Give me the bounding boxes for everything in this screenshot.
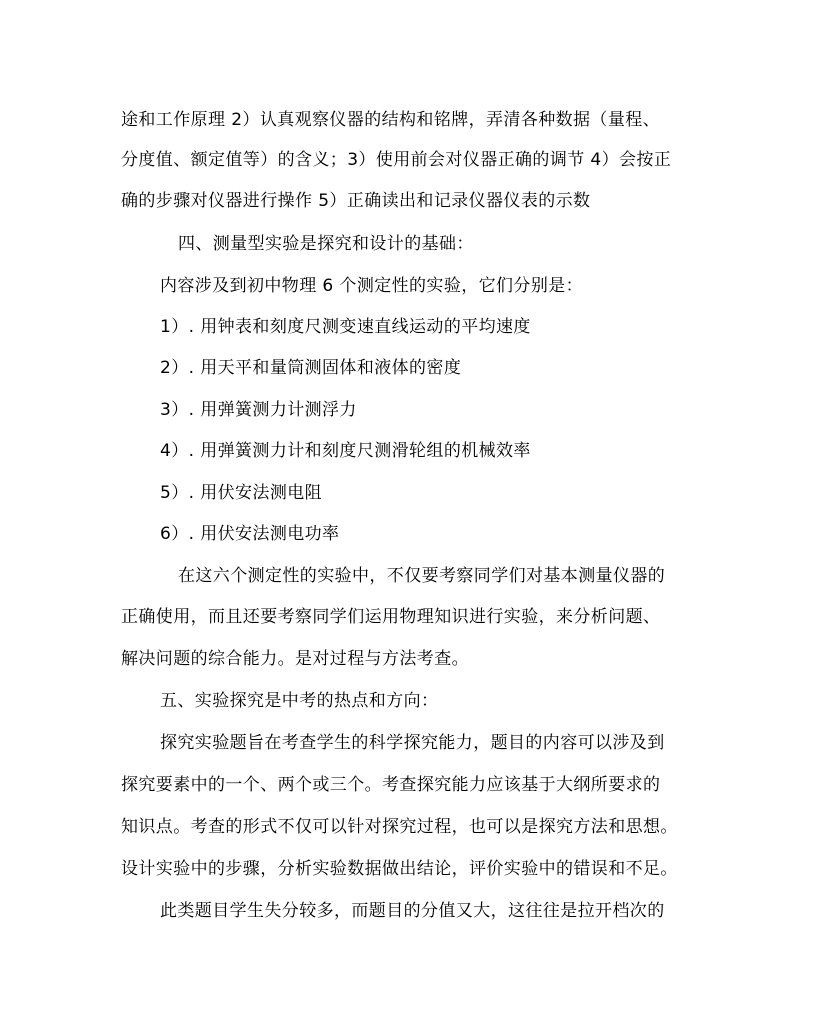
list-item: 2）. 用天平和量筒测固体和液体的密度 [160,358,462,378]
text-line: 在这六个测定性的实验中，不仅要考察同学们对基本测量仪器的 [178,566,666,586]
section-heading: 四、测量型实验是探究和设计的基础： [178,234,474,254]
list-item: 5）. 用伏安法测电阻 [160,483,323,503]
text-line: 设计实验中的步骤，分析实验数据做出结论，评价实验中的错误和不足。 [121,859,678,879]
text-line: 此类题目学生失分较多，而题目的分值又大，这往往是拉开档次的 [160,901,665,921]
list-item: 6）. 用伏安法测电功率 [160,524,340,544]
text-line: 探究实验题旨在考查学生的科学探究能力，题目的内容可以涉及到 [160,733,665,753]
section-heading: 五、实验探究是中考的热点和方向： [160,691,439,711]
text-line: 解决问题的综合能力。是对过程与方法考查。 [121,649,469,669]
text-line: 确的步骤对仪器进行操作 5）正确读出和记录仪器仪表的示数 [121,191,591,211]
text-line: 探究要素中的一个、两个或三个。考查探究能力应该基于大纲所要求的 [121,775,661,795]
list-item: 4）. 用弹簧测力计和刻度尺测滑轮组的机械效率 [160,441,531,461]
text-line: 内容涉及到初中物理 6 个测定性的实验，它们分别是： [160,276,584,296]
list-item: 3）. 用弹簧测力计测浮力 [160,400,357,420]
text-line: 途和工作原理 2）认真观察仪器的结构和铭牌，弄清各种数据（量程、 [121,110,661,130]
text-line: 正确使用，而且还要考察同学们运用物理知识进行实验，来分析问题、 [121,607,661,627]
text-line: 知识点。考查的形式不仅可以针对探究过程，也可以是探究方法和思想。 [121,817,678,837]
list-item: 1）. 用钟表和刻度尺测变速直线运动的平均速度 [160,317,531,337]
text-line: 分度值、额定值等）的含义；3）使用前会对仪器正确的调节 4）会按正 [121,150,672,170]
